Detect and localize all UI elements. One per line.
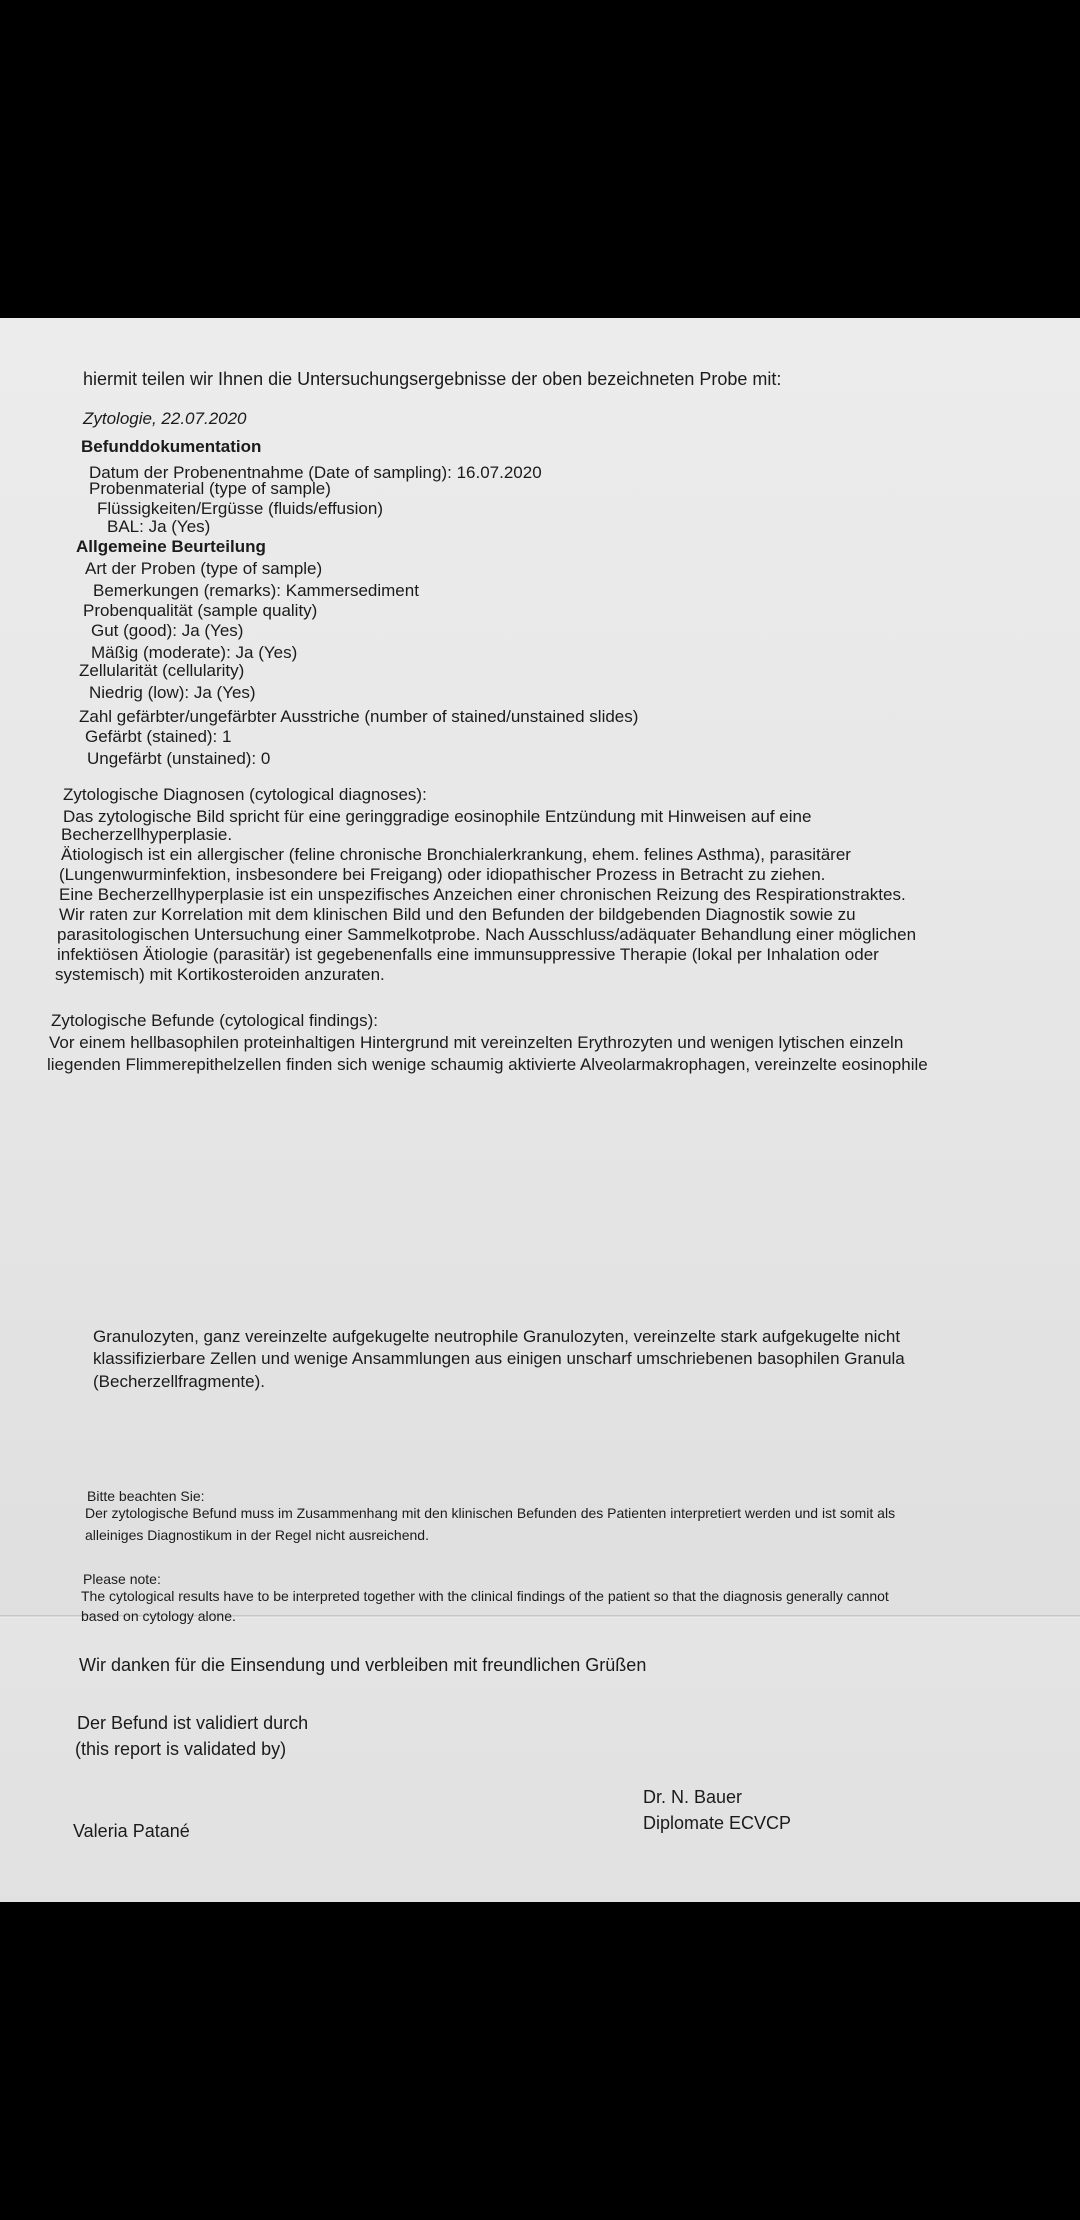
diagnosis-line: Eine Becherzellhyperplasie ist ein unspezifisches Anzeichen einer chronischen Reizung des Respirationstraktes.	[59, 885, 906, 904]
validated-by-en: (this report is validated by)	[75, 1739, 287, 1759]
notice-de-line: alleiniges Diagnostikum in der Regel nicht ausreichend.	[85, 1527, 429, 1543]
diagnoses-title: Zytologische Diagnosen (cytological diagnoses):	[63, 785, 427, 804]
notice-de-line: Der zytologische Befund muss im Zusammenhang mit den klinischen Befunden des Patienten interpretiert werden und ist somit als	[85, 1505, 896, 1521]
notice-en-line: based on cytology alone.	[81, 1608, 236, 1624]
quality-good: Gut (good): Ja (Yes)	[91, 621, 244, 640]
sampling-date: Datum der Probenentnahme (Date of sampling): 16.07.2020	[89, 463, 542, 482]
validated-by: Der Befund ist validiert durch	[77, 1713, 309, 1733]
signer-name-left: Valeria Patané	[73, 1821, 190, 1841]
sample-bal: BAL: Ja (Yes)	[107, 517, 211, 536]
diagnosis-line: Becherzellhyperplasie.	[61, 825, 233, 844]
header-line: Zytologie, 22.07.2020	[83, 409, 247, 428]
diagnosis-line: parasitologischen Untersuchung einer Sammelkotprobe. Nach Ausschluss/adäquater Behandlung einer möglichen	[57, 925, 917, 944]
notice-en-line: The cytological results have to be interpreted together with the clinical findings of the patient so that the diagnosis generally cannot	[81, 1588, 889, 1604]
diagnosis-line: infektiösen Ätiologie (parasitär) ist gegebenenfalls eine immunsuppressive Therapie (lokal per Inhalation oder	[57, 945, 879, 964]
allgemein-title: Allgemeine Beurteilung	[76, 537, 266, 556]
cellularity-low: Niedrig (low): Ja (Yes)	[89, 683, 256, 702]
slides-unstained: Ungefärbt (unstained): 0	[87, 749, 271, 768]
notice-de-title: Bitte beachten Sie:	[87, 1488, 205, 1504]
findings-line: Vor einem hellbasophilen proteinhaltigen Hintergrund mit vereinzelten Erythrozyten und wenigen lytischen einzeln	[49, 1033, 904, 1052]
closing-thanks: Wir danken für die Einsendung und verbleiben mit freundlichen Grüßen	[79, 1655, 647, 1675]
notice-en-title: Please note:	[83, 1571, 161, 1587]
continuation-line: klassifizierbare Zellen und wenige Ansammlungen aus einigen unscharf umschriebenen basophilen Granula	[93, 1349, 905, 1368]
befund-title: Befunddokumentation	[81, 437, 262, 456]
signer-name-right: Dr. N. Bauer	[643, 1787, 743, 1807]
sample-quality: Probenqualität (sample quality)	[83, 601, 318, 620]
findings-title: Zytologische Befunde (cytological findings):	[51, 1011, 378, 1030]
diagnosis-line: Ätiologisch ist ein allergischer (feline chronische Bronchialerkrankung, ehem. felines Asthma), parasitärer	[61, 845, 851, 864]
findings-line: liegenden Flimmerepithelzellen finden sich wenige schaumig aktivierte Alveolarmakrophagen, vereinzelte eosinophile	[47, 1055, 928, 1074]
slides-count: Zahl gefärbter/ungefärbter Ausstriche (number of stained/unstained slides)	[79, 707, 639, 726]
signer-title-right: Diplomate ECVCP	[643, 1813, 792, 1833]
sample-fluids: Flüssigkeiten/Ergüsse (fluids/effusion)	[97, 499, 383, 518]
intro-line: hiermit teilen wir Ihnen die Untersuchungsergebnisse der oben bezeichneten Probe mit:	[83, 369, 782, 389]
slides-stained: Gefärbt (stained): 1	[85, 727, 232, 746]
sample-type: Art der Proben (type of sample)	[85, 559, 323, 578]
diagnosis-line: Das zytologische Bild spricht für eine geringgradige eosinophile Entzündung mit Hinweisen auf eine	[63, 807, 812, 826]
diagnosis-line: systemisch) mit Kortikosteroiden anzuraten.	[55, 965, 385, 984]
diagnosis-line: Wir raten zur Korrelation mit dem klinischen Bild und den Befunden der bildgebenden Diagnostik sowie zu	[59, 905, 856, 924]
continuation-line: Granulozyten, ganz vereinzelte aufgekugelte neutrophile Granulozyten, vereinzelte stark aufgekugelte nicht	[93, 1327, 901, 1346]
sample-remarks: Bemerkungen (remarks): Kammersediment	[93, 581, 419, 600]
cellularity: Zellularität (cellularity)	[79, 661, 245, 680]
sample-material: Probenmaterial (type of sample)	[89, 479, 331, 498]
continuation-line: (Becherzellfragmente).	[93, 1372, 265, 1391]
report-page	[0, 318, 1080, 1902]
quality-moderate: Mäßig (moderate): Ja (Yes)	[91, 643, 298, 662]
diagnosis-line: (Lungenwurminfektion, insbesondere bei Freigang) oder idiopathischer Prozess in Betracht zu ziehen.	[59, 865, 826, 884]
